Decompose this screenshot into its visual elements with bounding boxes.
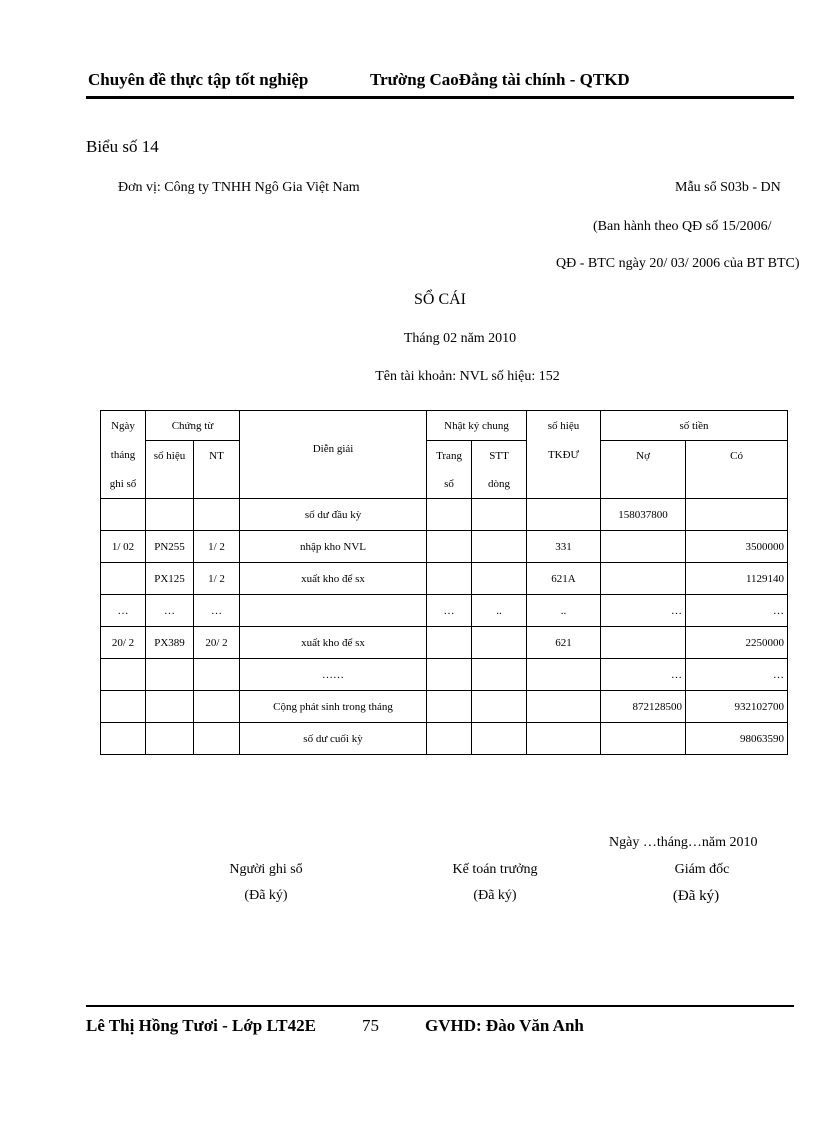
giam-doc-label: Giám đốc bbox=[674, 862, 730, 877]
table-row: … … … … .. .. … … bbox=[101, 595, 788, 627]
col-nt-header: NT bbox=[194, 441, 240, 471]
col-co-header: Có bbox=[686, 441, 788, 471]
signed-nguoi-ghi-so: (Đã ký) bbox=[244, 888, 288, 903]
col-sohieu-header: số hiệu bbox=[527, 411, 601, 441]
bieu-so-label: Biểu số 14 bbox=[86, 137, 159, 156]
signed-ke-toan-truong: (Đã ký) bbox=[473, 888, 517, 903]
signed-giam-doc: (Đã ký) bbox=[672, 888, 720, 904]
col-nhat-ky-header: Nhật ký chung bbox=[427, 411, 527, 441]
quyet-dinh-label: QĐ - BTC ngày 20/ 03/ 2006 của BT BTC) bbox=[556, 256, 800, 271]
nguoi-ghi-so-label: Người ghi sổ bbox=[229, 862, 303, 877]
col-ngay-header-2: tháng bbox=[101, 441, 146, 471]
header-row-2 bbox=[101, 441, 788, 471]
table-row: …… … … bbox=[101, 659, 788, 691]
ke-toan-truong-label: Kế toán trưởng bbox=[452, 862, 538, 877]
mau-so-label: Mẫu sổ S03b - DN bbox=[675, 180, 781, 195]
header-row-3 bbox=[101, 470, 788, 499]
ban-hanh-label: (Ban hành theo QĐ số 15/2006/ bbox=[593, 219, 772, 234]
ledger-table bbox=[100, 410, 788, 755]
table-row: Cộng phát sinh trong tháng 872128500 932102700 bbox=[101, 691, 788, 723]
col-stt-header-2: dòng bbox=[472, 470, 527, 499]
col-trang-header-1: Trang bbox=[427, 441, 472, 471]
col-ngay-header-3: ghi sổ bbox=[101, 470, 146, 499]
col-tkdu-header: TKĐƯ bbox=[527, 441, 601, 471]
table-row: 1/ 02 PN255 1/ 2 nhập kho NVL 331 3500000 bbox=[101, 531, 788, 563]
page-number: 75 bbox=[362, 1016, 379, 1035]
table-row: 20/ 2 PX389 20/ 2 xuất kho để sx 621 2250000 bbox=[101, 627, 788, 659]
table-row: số dư cuối kỳ 98063590 bbox=[101, 723, 788, 755]
col-trang-header-2: sổ bbox=[427, 470, 472, 499]
header-left-title: Chuyên đề thực tập tốt nghiệp bbox=[88, 70, 309, 89]
header-row-1 bbox=[101, 411, 788, 441]
col-chung-tu-header: Chứng từ bbox=[146, 411, 240, 441]
footer-divider bbox=[86, 1005, 794, 1007]
account-name: Tên tài khoản: NVL số hiệu: 152 bbox=[375, 369, 560, 384]
col-stt-header-1: STT bbox=[472, 441, 527, 471]
footer-advisor: GVHD: Đào Văn Anh bbox=[425, 1016, 584, 1035]
col-so-tien-header: số tiền bbox=[601, 411, 788, 441]
ledger-title: SỔ CÁI bbox=[413, 291, 466, 308]
footer-author: Lê Thị Hồng Tươi - Lớp LT42E bbox=[86, 1016, 316, 1035]
table-row: số dư đầu kỳ 158037800 bbox=[101, 499, 788, 531]
header-divider bbox=[86, 96, 794, 99]
col-dien-giai-header: Diễn giải bbox=[240, 411, 427, 499]
col-no-header: Nợ bbox=[601, 441, 686, 471]
ledger-month: Tháng 02 năm 2010 bbox=[403, 331, 517, 346]
table-row: PX125 1/ 2 xuất kho để sx 621A 1129140 bbox=[101, 563, 788, 595]
col-so-hieu-header: số hiệu bbox=[146, 441, 194, 471]
header-right-title: Trường CaoĐẳng tài chính - QTKD bbox=[370, 70, 630, 89]
col-ngay-header-1: Ngày bbox=[101, 411, 146, 441]
signature-date: Ngày …tháng…năm 2010 bbox=[609, 835, 758, 850]
don-vi-label: Đơn vị: Công ty TNHH Ngô Gia Việt Nam bbox=[118, 180, 360, 195]
